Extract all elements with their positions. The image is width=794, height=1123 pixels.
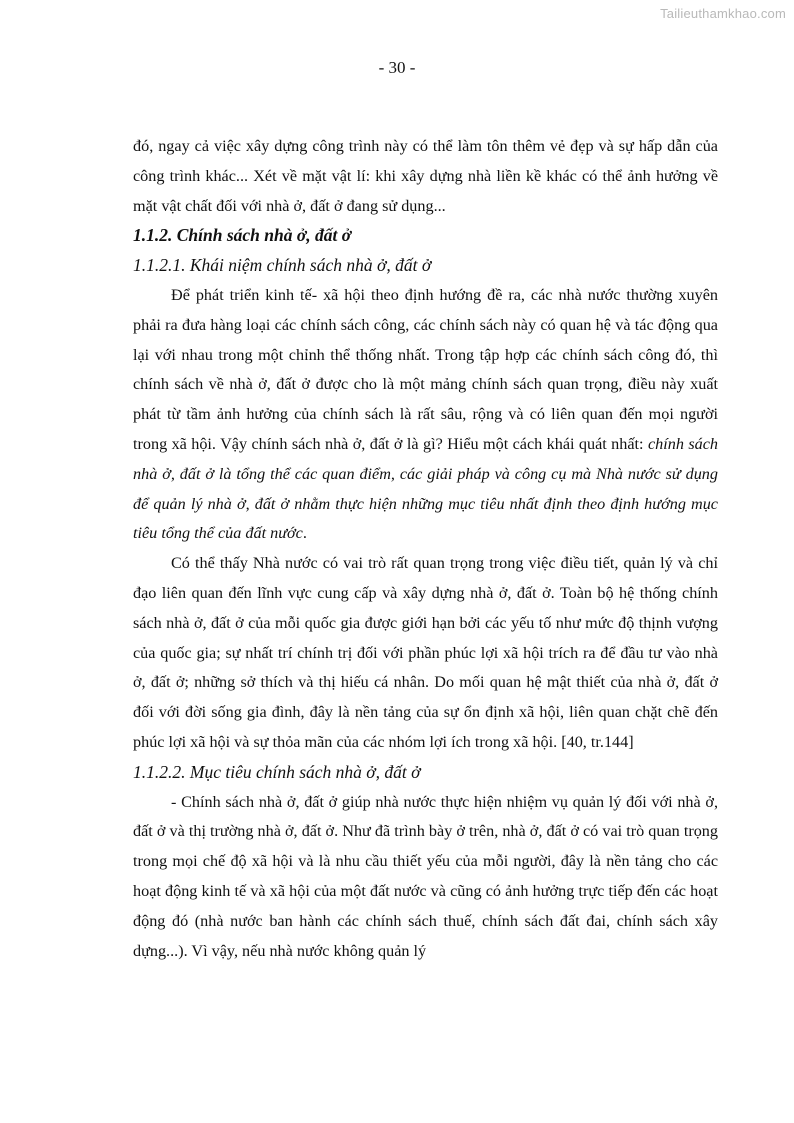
page-number: - 30 - xyxy=(378,58,416,77)
subsection-heading-1-1-2-1: 1.1.2.1. Khái niệm chính sách nhà ở, đất ở xyxy=(133,255,432,276)
concept-definition: chính sách nhà ở, đất ở là tổng thể các quan điểm, các giải pháp và công cụ mà Nhà nước sử dụng để quản lý nhà ở, đất ở nhằm thực hiện những mục tiêu nhất định theo định hướng mục tiêu tổng thể của đất nước xyxy=(133,434,718,543)
intro-paragraph: đó, ngay cả việc xây dựng công trình này có thể làm tôn thêm vẻ đẹp và sự hấp dẫn của công trình khác... Xét về mặt vật lí: khi xây dựng nhà liền kề khác có thể ảnh hưởng về mặt vật chất đối với nhà ở, đất ở đang sử dụng... xyxy=(133,137,718,215)
watermark: Tailieuthamkhao.com xyxy=(660,6,786,21)
subsection-heading-1-1-2-2: 1.1.2.2. Mục tiêu chính sách nhà ở, đất ở xyxy=(133,761,421,782)
concept-text: Để phát triển kinh tế- xã hội theo định hướng đề ra, các nhà nước thường xuyên phải ra đưa hàng loại các chính sách công, các chính sách này có quan hệ và tác động qua lại với nhau trong một chỉnh thể thống nhất. Trong tập hợp các chính sách công đó, thì chính sách về nhà ở, đất ở được cho là một mảng chính sách quan trọng, điều này xuất phát từ tầm ảnh hưởng của chính sách là rất sâu, rộng và có liên quan đến mọi người trong xã hội. Vậy chính sách nhà ở, đất ở là gì? Hiểu một cách khái quát nhất: xyxy=(133,285,718,453)
role-paragraph: Có thể thấy Nhà nước có vai trò rất quan trọng trong việc điều tiết, quản lý và chỉ đạo liên quan đến lĩnh vực cung cấp và xây dựng nhà ở, đất ở. Toàn bộ hệ thống chính sách nhà ở, đất ở của mỗi quốc gia được giới hạn bởi các yếu tố như mức độ thịnh vượng của quốc gia; sự nhất trí chính trị đối với phần phúc lợi xã hội trích ra để đầu tư vào nhà ở, đất ở; những sở thích và thị hiếu cá nhân. Do mối quan hệ mật thiết của nhà ở, đất ở đối với đời sống gia đình, đây là nền tảng của sự ổn định xã hội, liên quan chặt chẽ đến phúc lợi xã hội và sự thỏa mãn của các nhóm lợi ích trong xã hội. [40, tr.144] xyxy=(133,554,718,751)
section-heading-1-1-2: 1.1.2. Chính sách nhà ở, đất ở xyxy=(133,225,352,246)
goal-paragraph: - Chính sách nhà ở, đất ở giúp nhà nước thực hiện nhiệm vụ quản lý đối với nhà ở, đất ở và thị trường nhà ở, đất ở. Như đã trình bày ở trên, nhà ở, đất ở có vai trò quan trọng trong mọi chế độ xã hội và là nhu cầu thiết yếu của mỗi người, đây là nền tảng cho các hoạt động kinh tế và xã hội của một đất nước và cũng có ảnh hưởng trực tiếp đến các hoạt động đó (nhà nước ban hành các chính sách thuế, chính sách đất đai, chính sách xây dựng...). Vì vậy, nếu nhà nước không quản lý xyxy=(133,792,718,960)
document-body xyxy=(133,132,718,966)
concept-end: . xyxy=(302,524,307,543)
concept-paragraph xyxy=(133,281,718,549)
